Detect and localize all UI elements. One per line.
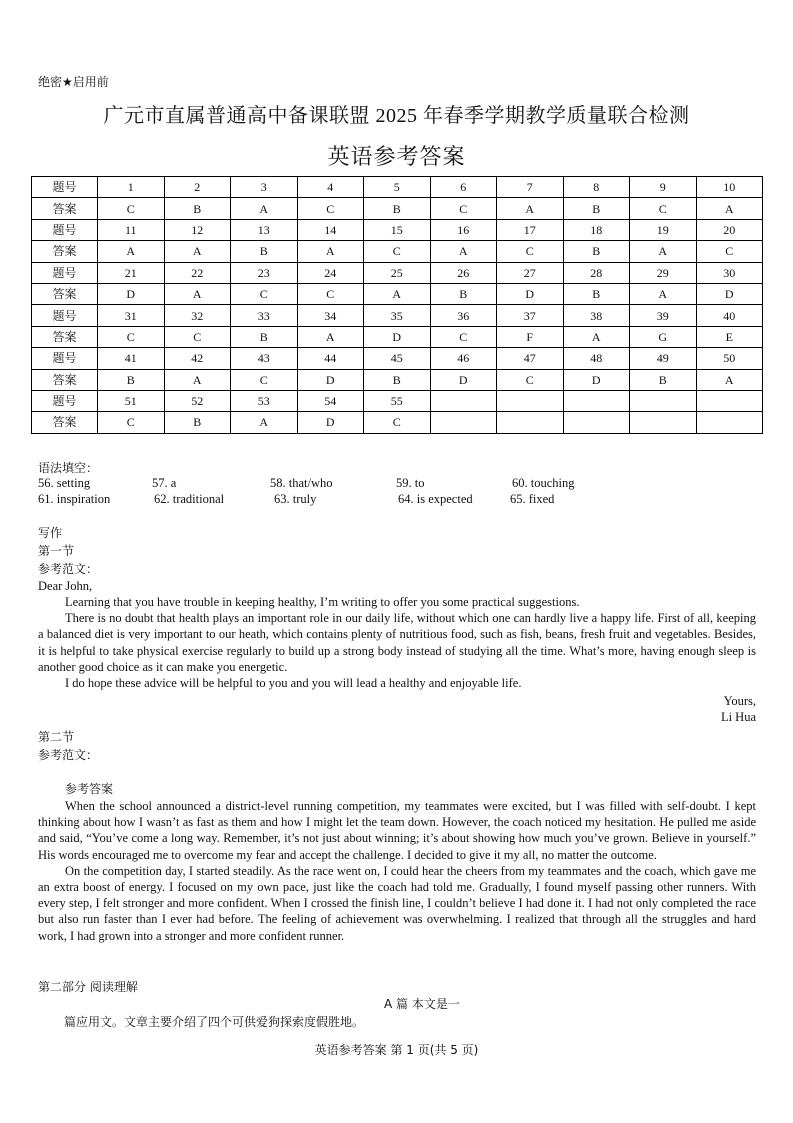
answer-cell: B (430, 283, 497, 304)
grammar-heading: 语法填空： (38, 461, 99, 475)
answer-cell: B (364, 198, 431, 219)
question-number-cell: 18 (563, 219, 630, 240)
answer-label: 答案 (32, 326, 98, 347)
question-number-cell: 19 (630, 219, 697, 240)
question-number-cell: 44 (297, 348, 364, 369)
question-number-cell (497, 390, 564, 411)
answer-row (32, 283, 763, 304)
question-number-cell: 54 (297, 390, 364, 411)
question-number-cell: 41 (98, 348, 165, 369)
question-number-cell: 29 (630, 262, 697, 283)
passage-a-summary: 篇应用文。文章主要介绍了四个可供爱狗探索度假胜地。 (64, 1015, 365, 1029)
question-row (32, 348, 763, 369)
question-number-cell: 30 (696, 262, 763, 283)
question-number-label: 题号 (32, 305, 98, 326)
answer-cell: A (164, 241, 231, 262)
letter-greeting: Dear John, (38, 579, 93, 593)
answer-cell: C (630, 198, 697, 219)
answer-cell: C (297, 198, 364, 219)
answer-cell: C (430, 198, 497, 219)
letter-paragraph: There is no doubt that health plays an important role in our daily life, without which one can hardly live a happy life. First of all, keeping a balanced diet is very important to our heath, which contains plenty of nutritious food, such as fish, beans, fresh fruit and vegetables. Besides, it is helpful to take physical exercise regularly to build up a strong body instead of studying all the time. What’s more, having enough sleep is another good choice as it can make you energetic. (38, 611, 756, 674)
question-number-cell: 51 (98, 390, 165, 411)
question-number-cell: 13 (231, 219, 298, 240)
answer-row (32, 241, 763, 262)
question-number-cell: 11 (98, 219, 165, 240)
answer-label: 答案 (32, 369, 98, 390)
answer-cell: D (297, 412, 364, 433)
answer-cell: C (98, 412, 165, 433)
answer-cell: D (297, 369, 364, 390)
question-number-cell: 24 (297, 262, 364, 283)
grammar-answer: 64. is expected (398, 492, 473, 506)
answer-cell: A (164, 369, 231, 390)
letter-paragraph: Learning that you have trouble in keeping healthy, I’m writing to offer you some practical suggestions. (65, 595, 580, 609)
question-number-cell: 5 (364, 177, 431, 198)
answer-row (32, 198, 763, 219)
answer-cell (563, 412, 630, 433)
question-row (32, 177, 763, 198)
question-row (32, 305, 763, 326)
answer-cell: D (497, 283, 564, 304)
letter-body (38, 594, 756, 726)
question-number-cell: 37 (497, 305, 564, 326)
answer-row (32, 326, 763, 347)
answer-cell: C (497, 369, 564, 390)
grammar-answer: 62. traditional (154, 492, 225, 506)
question-number-cell: 42 (164, 348, 231, 369)
answer-cell (430, 412, 497, 433)
question-number-cell: 43 (231, 348, 298, 369)
grammar-answer: 65. fixed (510, 492, 555, 506)
answer-cell: B (563, 198, 630, 219)
answer-cell: C (231, 369, 298, 390)
answer-cell: C (98, 198, 165, 219)
question-number-cell: 8 (563, 177, 630, 198)
answer-cell: D (696, 283, 763, 304)
passage-a-intro: A 篇 本文是一 (384, 997, 460, 1011)
answer-cell: B (164, 412, 231, 433)
answer-cell: C (364, 412, 431, 433)
question-number-cell: 47 (497, 348, 564, 369)
answer-label: 答案 (32, 283, 98, 304)
question-number-cell (563, 390, 630, 411)
question-number-cell: 48 (563, 348, 630, 369)
question-number-label: 题号 (32, 177, 98, 198)
answer-cell: B (231, 326, 298, 347)
answer-cell: D (364, 326, 431, 347)
answer-cell (497, 412, 564, 433)
answer-cell: C (297, 283, 364, 304)
answer-cell: A (231, 412, 298, 433)
answer-cell: A (364, 283, 431, 304)
answer-cell: A (497, 198, 564, 219)
story-paragraph: When the school announced a district-level running competition, my teammates were excited, but I was filled with self-doubt. I kept thinking about how I wasn’t as fast as them and how I might let the team down. However, the coach noticed my hesitation. He pulled me aside and said, “You’ve come a long way. Remember, it’s not just about winning; it’s about showing how much you’ve grown. Believe in yourself.” His words encouraged me to overcome my fear and accept the challenge. I decided to give it my all, no matter the outcome. (38, 799, 756, 862)
question-number-cell (696, 390, 763, 411)
question-row (32, 390, 763, 411)
answer-cell: A (563, 326, 630, 347)
answer-cell: B (364, 369, 431, 390)
question-number-cell: 22 (164, 262, 231, 283)
answer-row (32, 412, 763, 433)
grammar-answer: 56. setting (38, 476, 91, 490)
writing-heading: 写作 (38, 526, 63, 540)
answer-cell: B (98, 369, 165, 390)
question-number-cell: 32 (164, 305, 231, 326)
answer-cell (696, 412, 763, 433)
question-number-cell: 45 (364, 348, 431, 369)
reference-answer-label: 参考答案 (65, 782, 114, 796)
answer-cell (630, 412, 697, 433)
answer-cell: D (98, 283, 165, 304)
question-number-cell: 23 (231, 262, 298, 283)
question-number-cell: 4 (297, 177, 364, 198)
grammar-answer: 63. truly (274, 492, 317, 506)
page-footer: 英语参考答案 第 1 页(共 5 页) (314, 1043, 479, 1057)
sample-essay-label: 参考范文： (38, 562, 99, 576)
grammar-answer: 60. touching (512, 476, 575, 490)
document-subtitle: 英语参考答案 (327, 144, 466, 169)
question-number-cell: 39 (630, 305, 697, 326)
answer-cell: A (297, 241, 364, 262)
answer-cell: A (630, 241, 697, 262)
letter-closing: Yours, (723, 694, 756, 709)
question-number-cell: 27 (497, 262, 564, 283)
answer-cell: A (98, 241, 165, 262)
answer-cell: C (430, 326, 497, 347)
grammar-answer: 57. a (152, 476, 177, 490)
question-number-cell: 36 (430, 305, 497, 326)
question-number-cell: 35 (364, 305, 431, 326)
answer-cell: A (630, 283, 697, 304)
question-number-cell: 33 (231, 305, 298, 326)
question-number-cell: 40 (696, 305, 763, 326)
answer-cell: B (563, 283, 630, 304)
question-number-label: 题号 (32, 262, 98, 283)
answer-cell: A (696, 369, 763, 390)
story-body (38, 798, 756, 944)
answer-cell: A (164, 283, 231, 304)
question-number-cell: 28 (563, 262, 630, 283)
answer-cell: B (630, 369, 697, 390)
answer-cell: F (497, 326, 564, 347)
question-number-cell: 20 (696, 219, 763, 240)
question-number-cell: 55 (364, 390, 431, 411)
question-number-cell: 9 (630, 177, 697, 198)
question-number-cell: 7 (497, 177, 564, 198)
question-number-cell (630, 390, 697, 411)
letter-signature: Li Hua (720, 710, 756, 725)
exam-title: 广元市直属普通高中备课联盟 2025 年春季学期教学质量联合检测 (103, 105, 690, 127)
question-number-cell: 21 (98, 262, 165, 283)
answer-label: 答案 (32, 241, 98, 262)
question-number-cell: 53 (231, 390, 298, 411)
answer-cell: B (563, 241, 630, 262)
answer-cell: C (164, 326, 231, 347)
question-number-cell: 15 (364, 219, 431, 240)
question-number-label: 题号 (32, 219, 98, 240)
question-number-cell: 34 (297, 305, 364, 326)
answer-cell: C (497, 241, 564, 262)
question-number-cell: 17 (497, 219, 564, 240)
question-number-cell: 3 (231, 177, 298, 198)
answer-label: 答案 (32, 198, 98, 219)
answer-cell: G (630, 326, 697, 347)
answer-cell: D (430, 369, 497, 390)
question-number-cell: 6 (430, 177, 497, 198)
question-number-cell: 25 (364, 262, 431, 283)
question-number-cell: 49 (630, 348, 697, 369)
letter-paragraph: I do hope these advice will be helpful to you and you will lead a healthy and enjoyable life. (65, 676, 522, 691)
answer-cell: C (696, 241, 763, 262)
question-number-cell: 38 (563, 305, 630, 326)
question-number-cell: 50 (696, 348, 763, 369)
answer-key-table (31, 176, 763, 434)
reading-heading: 第二部分 阅读理解 (38, 980, 138, 994)
question-number-cell: 46 (430, 348, 497, 369)
question-number-cell: 14 (297, 219, 364, 240)
story-paragraph: On the competition day, I started steadily. As the race went on, I could hear the cheers from my teammates and the coach, which gave me an extra boost of energy. I focused on my own pace, just like the coach had told me. Gradually, I found myself passing other runners. With every step, I felt stronger and more confident. When I crossed the finish line, I couldn’t believe I had done it. I had not only completed the race but also run faster than I ever had before. The feeling of achievement was overwhelming. I realized that through all the struggles and hard work, I had grown into a stronger and more confident runner. (38, 863, 756, 943)
grammar-answer: 61. inspiration (38, 492, 111, 506)
confidential-mark: 绝密★启用前 (38, 75, 109, 89)
question-number-cell: 52 (164, 390, 231, 411)
sample-essay-label-2: 参考范文： (38, 748, 99, 762)
question-number-cell: 26 (430, 262, 497, 283)
question-number-cell (430, 390, 497, 411)
answer-row (32, 369, 763, 390)
answer-cell: E (696, 326, 763, 347)
section-one-label: 第一节 (38, 544, 75, 558)
grammar-answer: 59. to (396, 476, 425, 490)
answer-cell: C (98, 326, 165, 347)
answer-cell: A (696, 198, 763, 219)
question-number-label: 题号 (32, 348, 98, 369)
question-row (32, 219, 763, 240)
question-number-cell: 1 (98, 177, 165, 198)
answer-cell: C (364, 241, 431, 262)
question-row (32, 262, 763, 283)
question-number-label: 题号 (32, 390, 98, 411)
question-number-cell: 31 (98, 305, 165, 326)
answer-label: 答案 (32, 412, 98, 433)
answer-cell: A (231, 198, 298, 219)
question-number-cell: 10 (696, 177, 763, 198)
answer-cell: B (164, 198, 231, 219)
question-number-cell: 12 (164, 219, 231, 240)
answer-cell: C (231, 283, 298, 304)
answer-cell: D (563, 369, 630, 390)
answer-cell: B (231, 241, 298, 262)
answer-cell: A (297, 326, 364, 347)
question-number-cell: 2 (164, 177, 231, 198)
answer-cell: A (430, 241, 497, 262)
section-two-label: 第二节 (38, 730, 75, 744)
question-number-cell: 16 (430, 219, 497, 240)
grammar-answer: 58. that/who (270, 476, 333, 490)
